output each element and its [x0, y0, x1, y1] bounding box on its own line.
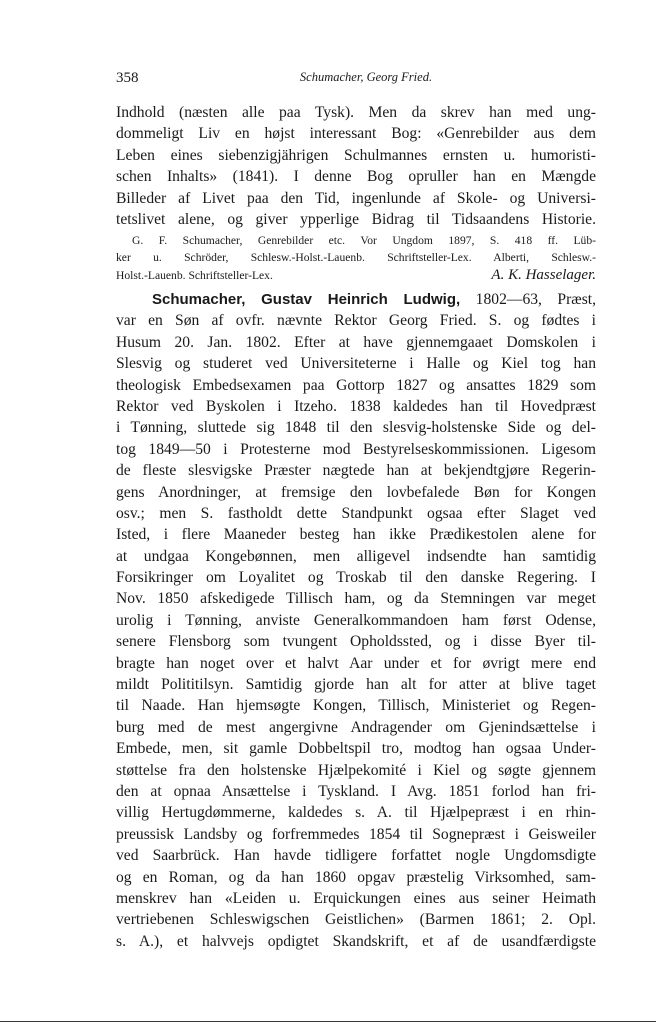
text-line: til Naade. Han hjemsøgte Kongen, Tillisch, Ministeriet og Regen- — [116, 697, 596, 715]
text-line: burg med de mest angergivne Andragender om Gjenindsættelse i — [116, 718, 596, 736]
text-line: dommeligt Liv en højst interessant Bog: «Genrebilder aus dem — [116, 125, 596, 143]
text-line: var en Søn af ovfr. nævnte Rektor Georg Fried. S. og fødtes i — [116, 312, 596, 330]
note-line-with-signature — [116, 266, 596, 285]
text-line: urolig i Tønning, anviste Generalkommandoen ham først Odense, — [116, 611, 596, 629]
text-line: tetslivet alene, og giver ypperlige Bidrag til Tidsaandens Historie. — [116, 210, 596, 228]
text-line: Isted, i flere Maaneder besteg han ikke Prædikestolen alene for — [116, 526, 596, 544]
text-line: støttelse fra den holstenske Hjælpekomité i Kiel og søgte gjennem — [116, 761, 596, 779]
text-line: schen Inhalts» (1841). I denne Bog opruller han en Mængde — [116, 168, 596, 186]
text-line: Forsikringer om Loyalitet og Troskab til den danske Regering. I — [116, 569, 596, 587]
text-line: preussisk Landsby og forfremmedes 1854 til Sognepræst i Geisweiler — [116, 825, 596, 843]
page-bottom-edge — [0, 1021, 656, 1022]
text-line: bragte han noget over et halvt Aar under et for øvrigt mere end — [116, 654, 596, 672]
note-line: G. F. Schumacher, Genrebilder etc. Vor Ungdom 1897, S. 418 ff. Lüb- — [132, 234, 596, 247]
text-line: osv.; men S. fastholdt dette Standpunkt ogsaa efter Slaget ved — [116, 504, 596, 522]
entry-paragraph — [116, 289, 596, 952]
text-line: Nov. 1850 afskedigede Tillisch ham, og da Stemningen var meget — [116, 590, 596, 608]
source-notes — [116, 232, 596, 285]
text-line: Leben eines siebenzigjährigen Schulmannes ernsten u. humoristi- — [116, 146, 596, 164]
text-line: ved Saarbrück. Han havde tidligere forfattet nogle Ungdomsdigte — [116, 847, 596, 865]
text-line: Slesvig og studeret ved Universiteterne i Halle og Kiel tog han — [116, 355, 596, 373]
text-line: senere Flensborg som tvungent Opholdssted, og i disse Byer til- — [116, 633, 596, 651]
note-line: Holst.-Lauenb. Schriftsteller-Lex. — [116, 269, 273, 282]
text-line: i Tønning, sluttede sig 1848 til den slesvig-holstenske Side og del- — [116, 419, 596, 437]
text-line: den at opnaa Ansættelse i Tyskland. I Avg. 1851 forlod han fri- — [116, 782, 596, 800]
text-line: Indhold (næsten alle paa Tysk). Men da skrev han med ung- — [116, 104, 596, 121]
text-line: Embede, men, sit gamle Dobbeltspil tro, modtog han ogsaa Under- — [116, 740, 596, 758]
entry-dates: 1802—63, Præst, — [475, 291, 596, 308]
text-line: tog 1849—50 i Protesterne mod Bestyrelseskommissionen. Ligesom — [116, 440, 596, 458]
continuation-paragraph — [116, 102, 596, 230]
text-line: vertriebenen Schleswigschen Geistlichen» (Barmen 1861; 2. Opl. — [116, 911, 596, 929]
text-line: menskrev han «Leiden u. Erquickungen eines aus seiner Heimath — [116, 889, 596, 907]
text-line: gens Anordninger, at fremsige den lovbefalede Bøn for Kongen — [116, 483, 596, 501]
text-line: Husum 20. Jan. 1802. Efter at have gjennemgaaet Domskolen i — [116, 333, 596, 351]
page-header — [116, 70, 596, 92]
note-line: ker u. Schröder, Schlesw.-Holst.-Lauenb. Schriftsteller-Lex. Alberti, Schlesw.- — [116, 251, 596, 264]
entry-heading: Schumacher, Gustav Heinrich Ludwig, — [152, 291, 461, 308]
text-line: mildt Polititilsyn. Samtidig gjorde han alt for atter at blive taget — [116, 676, 596, 694]
text-line: Rektor ved Byskolen i Itzeho. 1838 kaldedes han til Hovedpræst — [116, 397, 596, 415]
text-line: theologisk Embedsexamen paa Gottorp 1827 og ansattes 1829 som — [116, 376, 596, 394]
text-line: villig Hertugdømmerne, kaldedes s. A. til Hjælpepræst i en rhin- — [116, 804, 596, 822]
text-line: s. A.), et halvvejs opdigtet Skandskrift, et af de usandfærdigste — [116, 932, 596, 950]
page-number: 358 — [116, 70, 139, 86]
entry-first-line — [116, 289, 596, 310]
text-line: at undgaa Kongebønnen, men alligevel indsendte han samtidig — [116, 547, 596, 565]
author-signature: A. K. Hasselager. — [491, 267, 596, 283]
text-line: Billeder af Livet paa den Tid, ingenlunde af Skole- og Universi- — [116, 189, 596, 207]
text-line: og en Roman, og da han 1860 opgav præstelig Virksomhed, sam- — [116, 868, 596, 886]
running-head: Schumacher, Georg Fried. — [299, 70, 433, 84]
text-line: de fleste slesvigske Præster nægtede han at bekjendtgjøre Regerin- — [116, 462, 596, 480]
